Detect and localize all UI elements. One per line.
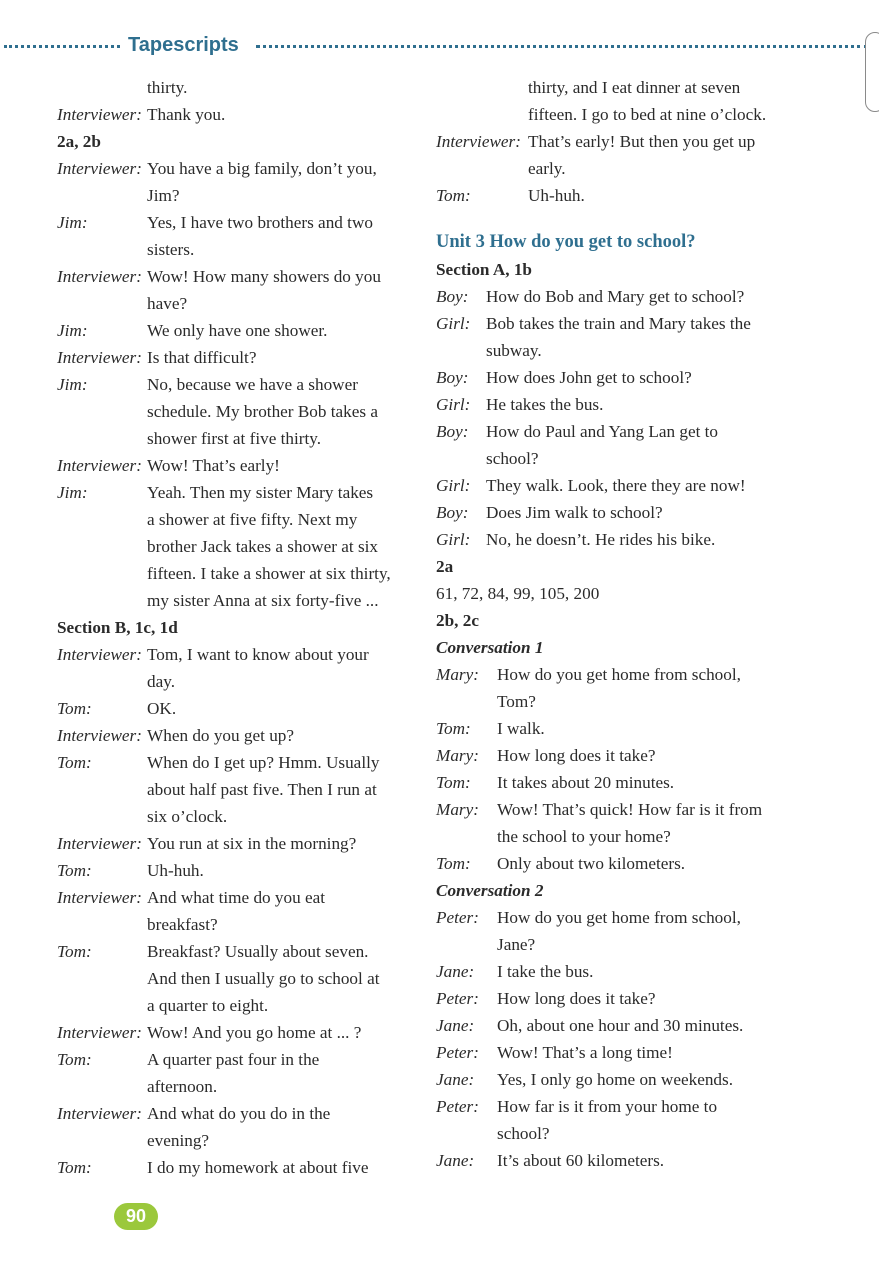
speaker-label: Boy: bbox=[436, 503, 469, 522]
speaker-label: Mary: bbox=[436, 800, 479, 819]
dialogue-line bbox=[436, 155, 796, 182]
dialogue-line bbox=[57, 263, 417, 290]
dialogue-text: Uh-huh. bbox=[147, 861, 204, 880]
dialogue-line bbox=[57, 182, 417, 209]
speaker-label: Mary: bbox=[436, 746, 479, 765]
speaker-label bbox=[57, 1127, 147, 1154]
dialogue-text: Yes, I only go home on weekends. bbox=[497, 1070, 733, 1089]
speaker-label: Interviewer: bbox=[57, 888, 142, 907]
speaker-label bbox=[57, 803, 147, 830]
dialogue-text: Breakfast? Usually about seven. bbox=[147, 942, 369, 961]
speaker-label: Peter: bbox=[436, 989, 479, 1008]
dialogue-text: Tom, I want to know about your bbox=[147, 645, 369, 664]
unit-title: Unit 3 How do you get to school? bbox=[436, 232, 696, 252]
dialogue-line bbox=[436, 985, 796, 1012]
dialogue-line bbox=[436, 688, 796, 715]
dialogue-line bbox=[436, 499, 796, 526]
dialogue-text: sisters. bbox=[147, 240, 195, 259]
speaker-label: Interviewer: bbox=[57, 1104, 142, 1123]
dialogue-text: Thank you. bbox=[147, 105, 226, 124]
speaker-label: Interviewer: bbox=[57, 267, 142, 286]
dialogue-line bbox=[436, 526, 796, 553]
dialogue-text: a shower at five fifty. Next my bbox=[147, 510, 358, 529]
dialogue-line bbox=[57, 371, 417, 398]
speaker-label bbox=[436, 337, 486, 364]
dialogue-text: How do Bob and Mary get to school? bbox=[486, 287, 745, 306]
dialogue-line bbox=[436, 850, 796, 877]
dialogue-line bbox=[436, 796, 796, 823]
dialogue-text: school? bbox=[497, 1124, 550, 1143]
dialogue-line bbox=[436, 742, 796, 769]
speaker-label: Tom: bbox=[436, 773, 471, 792]
dialogue-line bbox=[57, 317, 417, 344]
speaker-label: Jane: bbox=[436, 1151, 475, 1170]
dialogue-text: Yes, I have two brothers and two bbox=[147, 213, 373, 232]
speaker-label: Peter: bbox=[436, 1097, 479, 1116]
speaker-label: Interviewer: bbox=[57, 456, 142, 475]
speaker-label: Interviewer: bbox=[436, 132, 521, 151]
speaker-label: Tom: bbox=[436, 854, 471, 873]
dialogue-text: No, because we have a shower bbox=[147, 375, 358, 394]
dialogue-text: That’s early! But then you get up bbox=[528, 132, 756, 151]
dialogue-text: Only about two kilometers. bbox=[497, 854, 686, 873]
dialogue-line bbox=[436, 1147, 796, 1174]
left-block-a bbox=[57, 74, 417, 128]
dialogue-line bbox=[57, 506, 417, 533]
dialogue-line bbox=[57, 857, 417, 884]
section-heading-2a: 2a bbox=[436, 557, 454, 576]
dialogue-line bbox=[57, 587, 417, 614]
dialogue-text: When do you get up? bbox=[147, 726, 295, 745]
dialogue-line bbox=[57, 830, 417, 857]
header-title: Tapescripts bbox=[128, 34, 239, 56]
dialogue-line bbox=[57, 425, 417, 452]
dialogue-line bbox=[57, 722, 417, 749]
dialogue-line bbox=[436, 1012, 796, 1039]
dialogue-text: How long does it take? bbox=[497, 989, 656, 1008]
dialogue-text: Is that difficult? bbox=[147, 348, 257, 367]
page-number-badge: 90 bbox=[114, 1203, 158, 1230]
dialogue-text: Wow! That’s early! bbox=[147, 456, 280, 475]
dialogue-line bbox=[436, 337, 796, 364]
dialogue-text: Bob takes the train and Mary takes the bbox=[486, 314, 751, 333]
speaker-label bbox=[436, 931, 497, 958]
dialogue-text: How do you get home from school, bbox=[497, 908, 741, 927]
dialogue-line bbox=[57, 992, 417, 1019]
section-heading-2b-2c: 2b, 2c bbox=[436, 611, 479, 630]
dialogue-text: You run at six in the morning? bbox=[147, 834, 357, 853]
speaker-label bbox=[57, 911, 147, 938]
left-column bbox=[57, 74, 417, 1181]
dialogue-line bbox=[57, 884, 417, 911]
dialogue-line bbox=[57, 344, 417, 371]
dialogue-line bbox=[436, 391, 796, 418]
speaker-label: Boy: bbox=[436, 422, 469, 441]
left-block-c bbox=[57, 641, 417, 1181]
speaker-label bbox=[57, 776, 147, 803]
dialogue-text: Tom? bbox=[497, 692, 536, 711]
section-heading-2a-2b: 2a, 2b bbox=[57, 132, 101, 151]
dialogue-line bbox=[57, 479, 417, 506]
right-block-b bbox=[436, 283, 796, 553]
speaker-label bbox=[436, 155, 528, 182]
speaker-label bbox=[436, 688, 497, 715]
dialogue-text: And what time do you eat bbox=[147, 888, 326, 907]
dialogue-line bbox=[436, 445, 796, 472]
dialogue-line bbox=[436, 931, 796, 958]
speaker-label: Tom: bbox=[436, 719, 471, 738]
speaker-label bbox=[436, 74, 528, 101]
dialogue-line bbox=[436, 661, 796, 688]
dialogue-line bbox=[57, 695, 417, 722]
dialogue-text: six o’clock. bbox=[147, 807, 228, 826]
speaker-label: Interviewer: bbox=[57, 834, 142, 853]
dialogue-line bbox=[436, 1120, 796, 1147]
dialogue-text: afternoon. bbox=[147, 1077, 218, 1096]
speaker-label: Boy: bbox=[436, 287, 469, 306]
dialogue-line bbox=[57, 452, 417, 479]
dialogue-line bbox=[57, 236, 417, 263]
speaker-label: Interviewer: bbox=[57, 105, 142, 124]
dialogue-text: And what do you do in the bbox=[147, 1104, 331, 1123]
dialogue-text: I walk. bbox=[497, 719, 545, 738]
speaker-label bbox=[436, 823, 497, 850]
dialogue-text: Yeah. Then my sister Mary takes bbox=[147, 483, 374, 502]
header-dots-left bbox=[4, 45, 120, 48]
dialogue-text: How does John get to school? bbox=[486, 368, 692, 387]
speaker-label: Girl: bbox=[436, 314, 471, 333]
speaker-label bbox=[436, 101, 528, 128]
dialogue-text: Oh, about one hour and 30 minutes. bbox=[497, 1016, 744, 1035]
dialogue-line bbox=[57, 911, 417, 938]
dialogue-text: thirty, and I eat dinner at seven bbox=[528, 78, 741, 97]
speaker-label bbox=[57, 1073, 147, 1100]
dialogue-text: He takes the bus. bbox=[486, 395, 604, 414]
dialogue-line bbox=[436, 823, 796, 850]
speaker-label bbox=[57, 533, 147, 560]
dialogue-line bbox=[436, 182, 796, 209]
dialogue-text: subway. bbox=[486, 341, 542, 360]
dialogue-text: I take the bus. bbox=[497, 962, 594, 981]
dialogue-line bbox=[57, 560, 417, 587]
dialogue-text: How do Paul and Yang Lan get to bbox=[486, 422, 719, 441]
dialogue-text: OK. bbox=[147, 699, 177, 718]
dialogue-line bbox=[436, 74, 796, 101]
dialogue-text: No, he doesn’t. He rides his bike. bbox=[486, 530, 716, 549]
dialogue-line bbox=[57, 74, 417, 101]
dialogue-line bbox=[57, 776, 417, 803]
dialogue-line bbox=[436, 310, 796, 337]
header-dots-right bbox=[256, 45, 868, 48]
speaker-label bbox=[57, 965, 147, 992]
speaker-label bbox=[436, 445, 486, 472]
dialogue-text: Jane? bbox=[497, 935, 536, 954]
dialogue-text: my sister Anna at six forty-five ... bbox=[147, 591, 379, 610]
speaker-label: Tom: bbox=[57, 942, 92, 961]
dialogue-line bbox=[436, 418, 796, 445]
speaker-label: Interviewer: bbox=[57, 159, 142, 178]
dialogue-line bbox=[57, 290, 417, 317]
speaker-label: Tom: bbox=[57, 861, 92, 880]
speaker-label bbox=[436, 1120, 497, 1147]
speaker-label: Peter: bbox=[436, 908, 479, 927]
dialogue-text: How far is it from your home to bbox=[497, 1097, 718, 1116]
right-block-a bbox=[436, 74, 796, 209]
dialogue-text: And then I usually go to school at bbox=[147, 969, 380, 988]
dialogue-text: It takes about 20 minutes. bbox=[497, 773, 675, 792]
dialogue-line bbox=[57, 1019, 417, 1046]
dialogue-line bbox=[436, 769, 796, 796]
dialogue-text: It’s about 60 kilometers. bbox=[497, 1151, 665, 1170]
speaker-label: Tom: bbox=[57, 699, 92, 718]
speaker-label: Jim: bbox=[57, 321, 88, 340]
dialogue-text: Wow! That’s quick! How far is it from bbox=[497, 800, 763, 819]
dialogue-line bbox=[436, 715, 796, 742]
speaker-label: Tom: bbox=[57, 1158, 92, 1177]
dialogue-text: early. bbox=[528, 159, 566, 178]
dialogue-text: Wow! And you go home at ... ? bbox=[147, 1023, 362, 1042]
speaker-label bbox=[57, 587, 147, 614]
dialogue-text: the school to your home? bbox=[497, 827, 671, 846]
dialogue-text: When do I get up? Hmm. Usually bbox=[147, 753, 380, 772]
dialogue-text: How long does it take? bbox=[497, 746, 656, 765]
right-block-d bbox=[436, 904, 796, 1174]
dialogue-line bbox=[57, 398, 417, 425]
dialogue-text: Does Jim walk to school? bbox=[486, 503, 663, 522]
dialogue-line bbox=[57, 749, 417, 776]
dialogue-line bbox=[436, 958, 796, 985]
dialogue-line bbox=[436, 1039, 796, 1066]
dialogue-text: A quarter past four in the bbox=[147, 1050, 320, 1069]
dialogue-text: brother Jack takes a shower at six bbox=[147, 537, 378, 556]
left-block-b bbox=[57, 155, 417, 614]
dialogue-text: schedule. My brother Bob takes a bbox=[147, 402, 379, 421]
dialogue-text: evening? bbox=[147, 1131, 210, 1150]
dialogue-text: breakfast? bbox=[147, 915, 218, 934]
speaker-label: Girl: bbox=[436, 476, 471, 495]
page-header bbox=[0, 34, 879, 60]
speaker-label: Interviewer: bbox=[57, 645, 142, 664]
dialogue-text: I do my homework at about five bbox=[147, 1158, 369, 1177]
speaker-label bbox=[57, 425, 147, 452]
dialogue-text: a quarter to eight. bbox=[147, 996, 269, 1015]
dialogue-line bbox=[57, 1127, 417, 1154]
speaker-label: Jim: bbox=[57, 483, 88, 502]
dialogue-line bbox=[57, 209, 417, 236]
speaker-label: Jane: bbox=[436, 1016, 475, 1035]
section-heading-section-a: Section A, 1b bbox=[436, 260, 532, 279]
dialogue-text: Uh-huh. bbox=[528, 186, 585, 205]
dialogue-text: Wow! How many showers do you bbox=[147, 267, 381, 286]
conversation-2-title: Conversation 2 bbox=[436, 881, 544, 900]
speaker-label: Girl: bbox=[436, 395, 471, 414]
speaker-label: Interviewer: bbox=[57, 726, 142, 745]
corner-tab bbox=[865, 32, 879, 112]
speaker-label: Boy: bbox=[436, 368, 469, 387]
speaker-label: Jane: bbox=[436, 962, 475, 981]
speaker-label bbox=[57, 560, 147, 587]
speaker-label: Girl: bbox=[436, 530, 471, 549]
speaker-label bbox=[57, 668, 147, 695]
speaker-label: Tom: bbox=[57, 1050, 92, 1069]
dialogue-line bbox=[436, 364, 796, 391]
dialogue-text: school? bbox=[486, 449, 539, 468]
speaker-label: Jane: bbox=[436, 1070, 475, 1089]
dialogue-line bbox=[57, 1154, 417, 1181]
speaker-label bbox=[57, 236, 147, 263]
dialogue-line bbox=[57, 1046, 417, 1073]
speaker-label bbox=[57, 398, 147, 425]
speaker-label bbox=[57, 506, 147, 533]
speaker-label: Jim: bbox=[57, 213, 88, 232]
speaker-label: Tom: bbox=[436, 186, 471, 205]
right-block-c bbox=[436, 661, 796, 877]
speaker-label bbox=[57, 290, 147, 317]
dialogue-text: fifteen. I take a shower at six thirty, bbox=[147, 564, 391, 583]
dialogue-line bbox=[57, 938, 417, 965]
dialogue-text: day. bbox=[147, 672, 175, 691]
dialogue-line bbox=[436, 1093, 796, 1120]
number-list: 61, 72, 84, 99, 105, 200 bbox=[436, 584, 600, 603]
speaker-label: Peter: bbox=[436, 1043, 479, 1062]
dialogue-text: We only have one shower. bbox=[147, 321, 328, 340]
dialogue-text: shower first at five thirty. bbox=[147, 429, 322, 448]
dialogue-line bbox=[436, 101, 796, 128]
speaker-label bbox=[57, 74, 147, 101]
dialogue-line bbox=[57, 803, 417, 830]
dialogue-text: They walk. Look, there they are now! bbox=[486, 476, 746, 495]
dialogue-line bbox=[57, 533, 417, 560]
dialogue-text: Jim? bbox=[147, 186, 180, 205]
speaker-label bbox=[57, 182, 147, 209]
dialogue-text: You have a big family, don’t you, bbox=[147, 159, 377, 178]
dialogue-text: Wow! That’s a long time! bbox=[497, 1043, 673, 1062]
speaker-label: Jim: bbox=[57, 375, 88, 394]
speaker-label: Interviewer: bbox=[57, 348, 142, 367]
section-heading-section-b: Section B, 1c, 1d bbox=[57, 618, 178, 637]
dialogue-text: about half past five. Then I run at bbox=[147, 780, 377, 799]
dialogue-text: fifteen. I go to bed at nine o’clock. bbox=[528, 105, 767, 124]
dialogue-line bbox=[57, 1073, 417, 1100]
dialogue-line bbox=[57, 668, 417, 695]
right-column bbox=[436, 74, 796, 1174]
dialogue-line bbox=[57, 965, 417, 992]
speaker-label: Mary: bbox=[436, 665, 479, 684]
dialogue-line bbox=[57, 155, 417, 182]
dialogue-line bbox=[436, 472, 796, 499]
dialogue-text: How do you get home from school, bbox=[497, 665, 741, 684]
dialogue-line bbox=[57, 101, 417, 128]
dialogue-line bbox=[436, 128, 796, 155]
speaker-label: Tom: bbox=[57, 753, 92, 772]
dialogue-line bbox=[57, 1100, 417, 1127]
dialogue-text: have? bbox=[147, 294, 188, 313]
dialogue-line bbox=[436, 283, 796, 310]
conversation-1-title: Conversation 1 bbox=[436, 638, 544, 657]
dialogue-text: thirty. bbox=[147, 78, 188, 97]
dialogue-line bbox=[436, 1066, 796, 1093]
dialogue-line bbox=[436, 904, 796, 931]
speaker-label bbox=[57, 992, 147, 1019]
dialogue-line bbox=[57, 641, 417, 668]
speaker-label: Interviewer: bbox=[57, 1023, 142, 1042]
